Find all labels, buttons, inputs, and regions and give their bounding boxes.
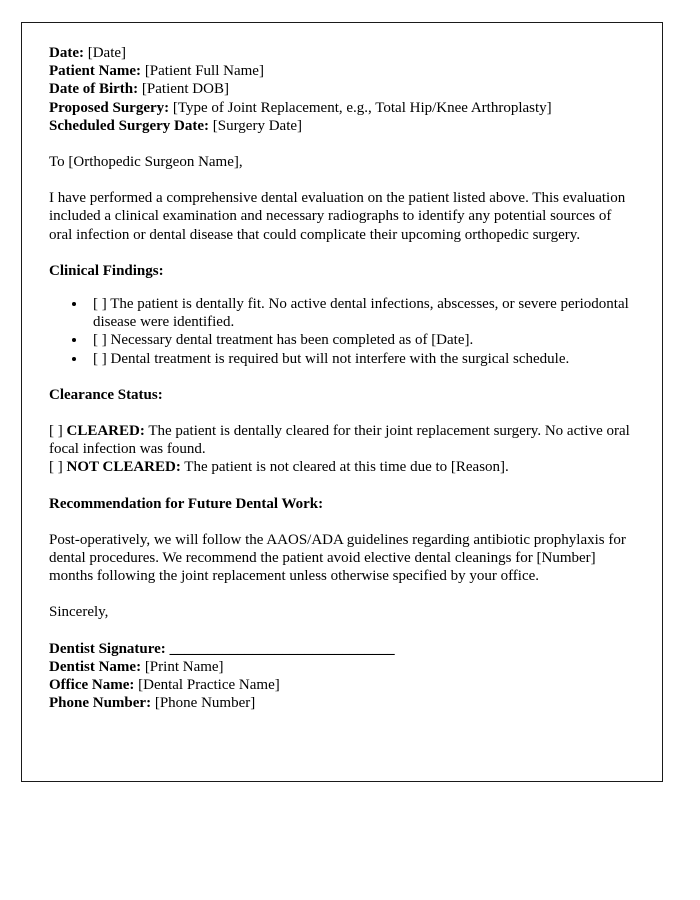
salutation: To [Orthopedic Surgeon Name], [49, 154, 243, 171]
spacer [49, 171, 633, 189]
field-office-name [49, 676, 633, 694]
field-scheduled-surgery-date-value: [Surgery Date] [212, 117, 303, 134]
signature-block [49, 640, 633, 713]
field-office-name-value: [Dental Practice Name] [138, 677, 280, 694]
clinical-findings-list [49, 295, 633, 368]
spacer [49, 622, 633, 640]
field-office-name-label: Office Name: [49, 677, 135, 694]
document-content [49, 44, 633, 712]
spacer [49, 244, 633, 262]
field-dentist-name-label: Dentist Name: [49, 658, 142, 675]
cleared-label: CLEARED: [66, 423, 145, 440]
field-phone-number [49, 694, 633, 712]
field-proposed-surgery-label: Proposed Surgery: [49, 99, 170, 116]
recommendation-paragraph: Post-operatively, we will follow the AAOS/ADA guidelines regarding antibiotic prophylaxis for dental procedures. We recommend the patient avoid elective dental cleanings for [Number] months following the joint replacement unless otherwise specified by your office. [49, 531, 626, 585]
clearance-status-heading: Clearance Status: [49, 386, 163, 403]
closing: Sincerely, [49, 604, 109, 621]
field-date-value: [Date] [87, 45, 127, 61]
list-item: • [ ] Necessary dental treatment has been completed as of [Date]. [87, 331, 633, 349]
spacer [49, 585, 633, 603]
field-dentist-name-value: [Print Name] [144, 658, 224, 675]
not-cleared-label: NOT CLEARED: [66, 459, 181, 476]
spacer [49, 280, 633, 295]
not-cleared-text: The patient is not cleared at this time due to [Reason]. [180, 459, 509, 476]
field-date-of-birth [49, 80, 633, 98]
spacer [49, 135, 633, 153]
field-patient-name-value: [Patient Full Name] [144, 63, 264, 80]
field-date-of-birth-value: [Patient DOB] [141, 81, 229, 98]
spacer [49, 513, 633, 531]
field-proposed-surgery-value: [Type of Joint Replacement, e.g., Total Hip/Knee Arthroplasty] [172, 99, 552, 116]
cleared-text: The patient is dentally cleared for their joint replacement surgery. No active oral focal infection was found. [49, 423, 630, 458]
clearance-status-not-cleared [49, 458, 633, 476]
signature-rule: ______________________________ [165, 640, 395, 657]
dentist-signature-label: Dentist Signature: [49, 640, 166, 657]
field-patient-name [49, 62, 633, 80]
field-proposed-surgery [49, 99, 633, 117]
document-page [21, 22, 663, 782]
field-dentist-name [49, 658, 633, 676]
not-cleared-checkbox: [ ] [49, 459, 67, 476]
cleared-checkbox: [ ] [49, 423, 67, 440]
field-date [49, 44, 633, 62]
spacer [49, 477, 633, 495]
spacer [49, 404, 633, 422]
field-date-of-birth-label: Date of Birth: [49, 81, 139, 98]
dentist-signature-line [49, 640, 633, 658]
recommendation-heading: Recommendation for Future Dental Work: [49, 495, 324, 512]
field-scheduled-surgery-date [49, 117, 633, 135]
list-item: • [ ] The patient is dentally fit. No active dental infections, abscesses, or severe periodontal disease were identified. [87, 295, 633, 331]
intro-paragraph: I have performed a comprehensive dental evaluation on the patient listed above. This evaluation included a clinical examination and necessary radiographs to identify any potential sources of oral infection or dental disease that could complicate their upcoming orthopedic surgery. [49, 190, 626, 243]
patient-header-block [49, 44, 633, 135]
field-phone-number-value: [Phone Number] [154, 695, 256, 712]
clearance-status-cleared [49, 422, 633, 458]
field-phone-number-label: Phone Number: [49, 695, 152, 712]
field-patient-name-label: Patient Name: [49, 63, 142, 80]
list-item: • [ ] Dental treatment is required but will not interfere with the surgical schedule. [87, 350, 633, 368]
field-date-label: Date: [49, 45, 84, 61]
field-scheduled-surgery-date-label: Scheduled Surgery Date: [49, 117, 209, 134]
clinical-findings-heading: Clinical Findings: [49, 262, 164, 279]
spacer [49, 368, 633, 386]
